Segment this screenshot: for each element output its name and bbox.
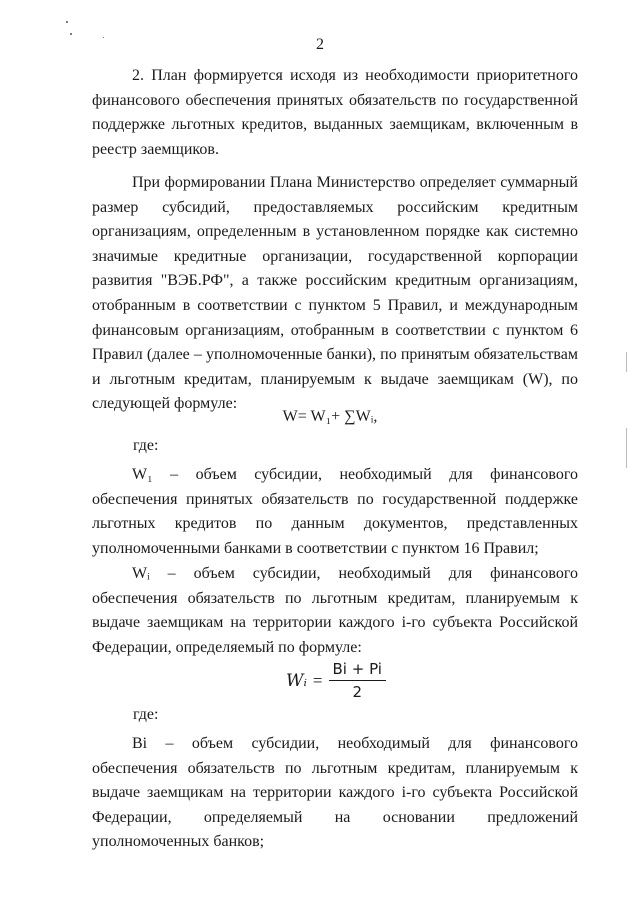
formula-w-total: W= W₁+ ∑Wᵢ, — [282, 408, 378, 425]
paragraph-text: Wᵢ – объем субсидии, необходимый для финансового обеспечения обязательств по льготным кредитам, планируемым к выдаче заемщикам на территории каждого i-го субъекта Российской Федерации, определяемый по формуле: — [92, 565, 578, 656]
paragraph-text: При формировании Плана Министерство определяет суммарный размер субсидий, предоставляемых российским кредитным организациям, определенным в установленном порядке как системно значимые кредитные организации, государственной корпорации развития "ВЭБ.РФ", а также российским кредитным организациям, отобранным в соответствии с пунктом 5 Правил, и международным финансовым организациям, отобранным в соответствии с пунктом 6 Правил (далее – уполномоченные банки), по принятым обязательствам и льготным кредитам, планируемым к выдаче заемщикам (W), по следующей формуле: — [92, 174, 578, 413]
paragraph-text: W₁ – объем субсидии, необходимый для финансового обеспечения принятых обязательств по государственной поддержке льготных кредитов по данным документов, представленных уполномоченными банками в соответствии с пунктом 16 Правил; — [92, 466, 578, 557]
fraction — [329, 660, 386, 701]
paragraph-w1-definition — [92, 463, 578, 561]
where-label: где: — [133, 706, 159, 723]
formula-wi — [286, 660, 386, 701]
formula-equals: = — [312, 670, 323, 690]
page-number: 2 — [316, 36, 324, 53]
paragraph-text: Bi – объем субсидии, необходимый для финансового обеспечения обязательств по льготным кредитам, планируемым к выдаче заемщикам на территории каждого i-го субъекта Российской Федерации, определяемый на основании предложений уполномоченных банков; — [92, 735, 578, 851]
scan-speck — [66, 21, 68, 23]
scan-speck — [70, 33, 72, 35]
paragraph-2 — [92, 64, 578, 162]
formula-lhs: Wᵢ — [286, 670, 307, 691]
paragraph-wi-definition — [92, 562, 578, 660]
fraction-denominator: 2 — [352, 683, 362, 701]
paragraph-bi-definition — [92, 732, 578, 855]
scan-edge-mark — [626, 352, 627, 372]
paragraph-plan-formation — [92, 171, 578, 417]
fraction-numerator: Bi + Pi — [329, 660, 386, 681]
paragraph-text: 2. План формируется исходя из необходимости приоритетного финансового обеспечения принятых обязательств по государственной поддержке льготных кредитов, выданных заемщикам, включенным в реестр заемщиков. — [92, 67, 578, 158]
scan-edge-mark — [626, 428, 627, 468]
where-label: где: — [133, 437, 159, 454]
